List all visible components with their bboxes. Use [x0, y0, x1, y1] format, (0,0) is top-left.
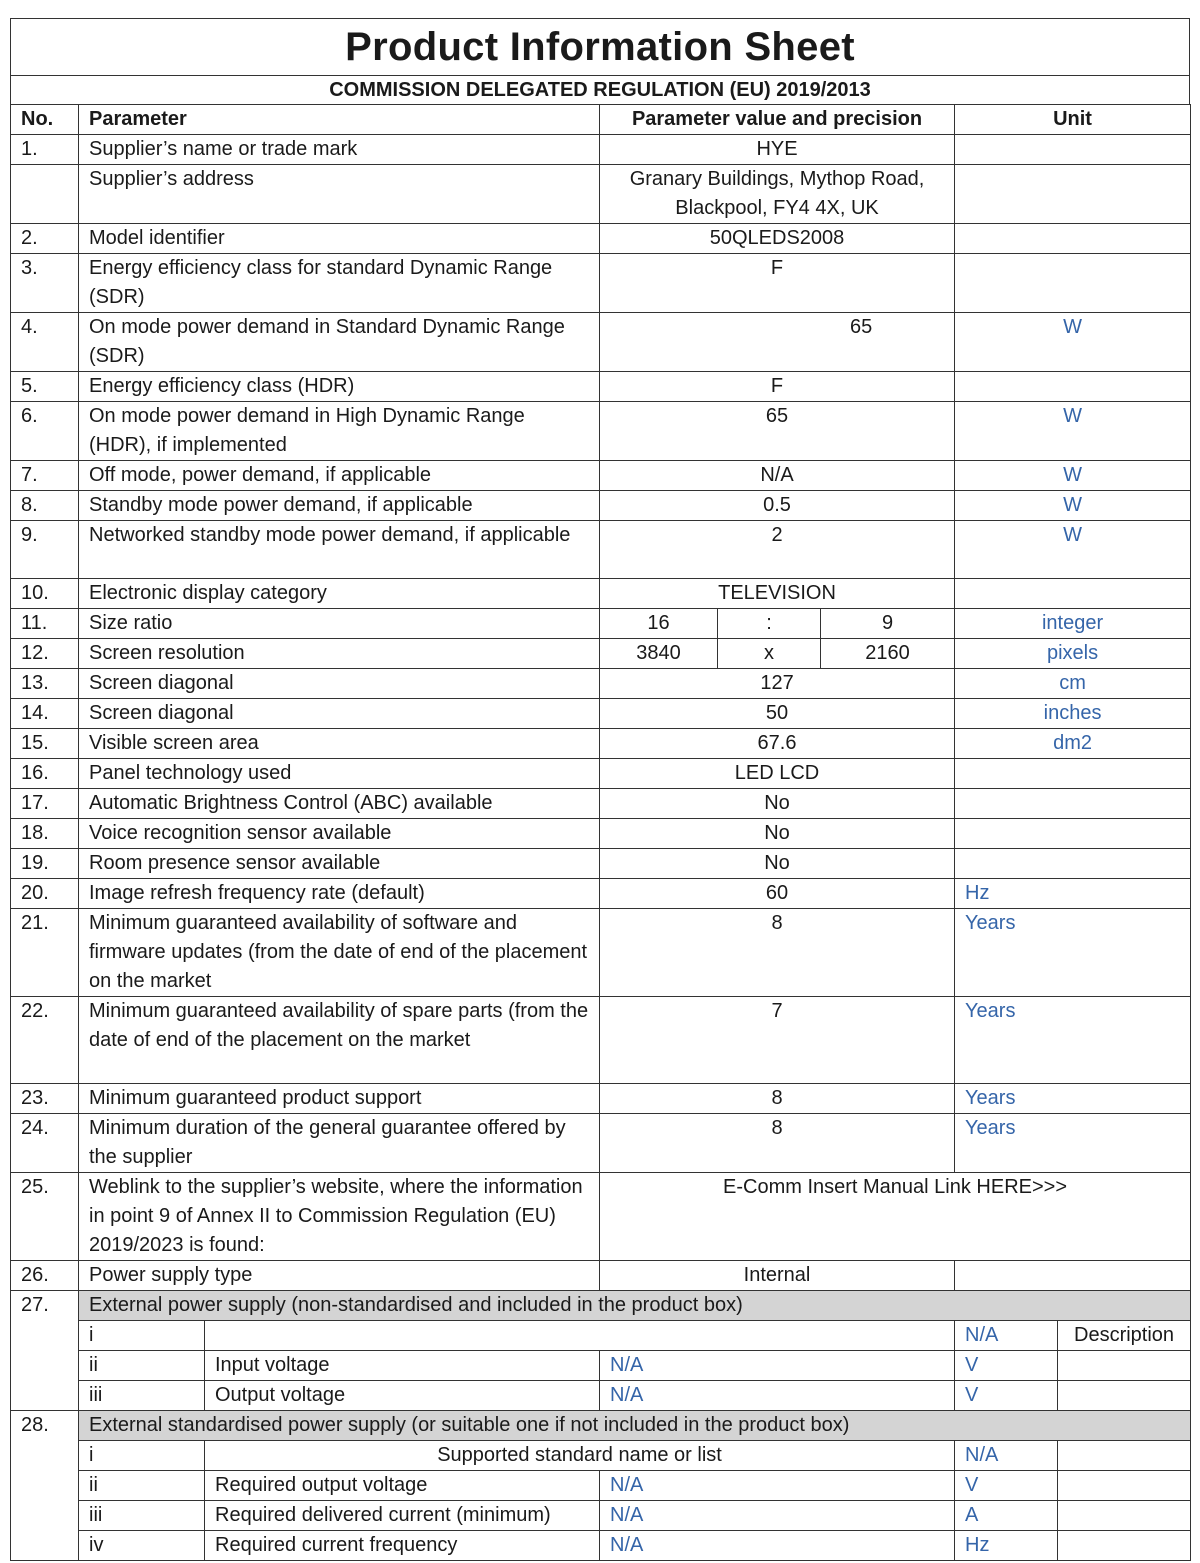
table-row: [11, 313, 1191, 372]
table-row: [11, 224, 1191, 254]
row-unit: W: [955, 461, 1191, 491]
ext-psu-heading: External power supply (non-standardised and included in the product box): [79, 1291, 1191, 1321]
row-no: 13.: [11, 669, 79, 699]
sub-index: iii: [79, 1501, 205, 1531]
row-unit: [955, 165, 1191, 224]
row-no: 12.: [11, 639, 79, 669]
table-row: [11, 789, 1191, 819]
regulation-subtitle: COMMISSION DELEGATED REGULATION (EU) 2019/2013: [10, 75, 1190, 104]
ext-psu-row: [11, 1321, 1191, 1351]
row-param: Electronic display category: [79, 579, 600, 609]
page-title: Product Information Sheet: [10, 18, 1190, 75]
row-unit: [955, 254, 1191, 313]
row-unit: W: [955, 313, 1191, 372]
sub-index: iv: [79, 1531, 205, 1561]
table-row: [11, 1173, 1191, 1261]
sub-label: Required current frequency: [205, 1531, 600, 1561]
sub-label: Required output voltage: [205, 1471, 600, 1501]
sub-index: ii: [79, 1471, 205, 1501]
ratio-width: 16: [600, 609, 718, 639]
sub-label: Input voltage: [205, 1351, 600, 1381]
table-row: [11, 402, 1191, 461]
row-unit: [955, 789, 1191, 819]
row-param: Energy efficiency class for standard Dynamic Range (SDR): [79, 254, 600, 313]
row-unit: [955, 372, 1191, 402]
row-value: LED LCD: [600, 759, 955, 789]
sub-value: N/A: [600, 1501, 955, 1531]
row-no: [11, 165, 79, 224]
row-no: 5.: [11, 372, 79, 402]
row-no: 17.: [11, 789, 79, 819]
table-row: [11, 669, 1191, 699]
sub-unit: N/A: [955, 1321, 1058, 1351]
row-unit: W: [955, 491, 1191, 521]
row-value: 8: [600, 1084, 955, 1114]
resolution-height: 2160: [821, 639, 955, 669]
row-no: 7.: [11, 461, 79, 491]
row-no: 22.: [11, 997, 79, 1084]
table-row: [11, 165, 1191, 224]
info-table: [10, 104, 1191, 1561]
table-row: [11, 135, 1191, 165]
row-unit: [955, 819, 1191, 849]
table-header-row: [11, 105, 1191, 135]
sub-index: iii: [79, 1381, 205, 1411]
row-no: 27.: [11, 1291, 79, 1411]
sub-index: ii: [79, 1351, 205, 1381]
row-no: 2.: [11, 224, 79, 254]
sub-index: i: [79, 1441, 205, 1471]
row-param: Panel technology used: [79, 759, 600, 789]
sub-unit: V: [955, 1351, 1058, 1381]
row-no: 14.: [11, 699, 79, 729]
row-no: 19.: [11, 849, 79, 879]
resolution-separator: x: [718, 639, 821, 669]
row-unit: W: [955, 521, 1191, 579]
row-unit: Years: [955, 1084, 1191, 1114]
product-information-sheet: [10, 18, 1190, 1561]
row-no: 8.: [11, 491, 79, 521]
std-psu-row: [11, 1501, 1191, 1531]
row-value: HYE: [600, 135, 955, 165]
row-param: Image refresh frequency rate (default): [79, 879, 600, 909]
row-value: 50: [600, 699, 955, 729]
row-value: [600, 313, 955, 372]
row-value: 67.6: [600, 729, 955, 759]
ext-psu-row: [11, 1381, 1191, 1411]
row-value: [600, 165, 955, 224]
row-no: 28.: [11, 1411, 79, 1561]
row-no: 24.: [11, 1114, 79, 1173]
row-no: 20.: [11, 879, 79, 909]
row-param: Model identifier: [79, 224, 600, 254]
row-value: 8: [600, 909, 955, 997]
std-psu-heading-row: [11, 1411, 1191, 1441]
sub-description: [1058, 1381, 1191, 1411]
row-param: Minimum guaranteed product support: [79, 1084, 600, 1114]
row-param: Weblink to the supplier’s website, where the information in point 9 of Annex II to Commission Regulation (EU) 2019/2023 is found:: [79, 1173, 600, 1261]
sub-description: [1058, 1351, 1191, 1381]
table-row: [11, 849, 1191, 879]
header-parameter: Parameter: [79, 105, 600, 135]
row-no: 6.: [11, 402, 79, 461]
sub-description: [1058, 1471, 1191, 1501]
sub-value: N/A: [600, 1351, 955, 1381]
sub-unit: V: [955, 1381, 1058, 1411]
row-value: 50QLEDS2008: [600, 224, 955, 254]
row-unit: inches: [955, 699, 1191, 729]
table-row: [11, 909, 1191, 997]
row-unit: [955, 579, 1191, 609]
std-psu-heading: External standardised power supply (or suitable one if not included in the product box): [79, 1411, 1191, 1441]
row-no: 21.: [11, 909, 79, 997]
sub-unit: V: [955, 1471, 1058, 1501]
row-value: No: [600, 819, 955, 849]
sub-value: N/A: [600, 1471, 955, 1501]
table-row: [11, 759, 1191, 789]
row-unit: cm: [955, 669, 1191, 699]
row-value: Internal: [600, 1261, 955, 1291]
table-row: [11, 579, 1191, 609]
resolution-width: 3840: [600, 639, 718, 669]
row-no: 16.: [11, 759, 79, 789]
row-value: 0.5: [600, 491, 955, 521]
row-unit: dm2: [955, 729, 1191, 759]
row-param: Supplier’s address: [79, 165, 600, 224]
table-row: [11, 639, 1191, 669]
row-no: 10.: [11, 579, 79, 609]
row-no: 4.: [11, 313, 79, 372]
table-row: [11, 729, 1191, 759]
std-psu-row: [11, 1471, 1191, 1501]
row-value: 127: [600, 669, 955, 699]
row-value-text: 65: [850, 316, 873, 338]
row-no: 18.: [11, 819, 79, 849]
row-param: Standby mode power demand, if applicable: [79, 491, 600, 521]
sub-label: Output voltage: [205, 1381, 600, 1411]
row-value: 8: [600, 1114, 955, 1173]
row-value: F: [600, 372, 955, 402]
header-no: No.: [11, 105, 79, 135]
sub-description: [1058, 1441, 1191, 1471]
row-param: On mode power demand in Standard Dynamic Range (SDR): [79, 313, 600, 372]
row-param: Energy efficiency class (HDR): [79, 372, 600, 402]
row-param: Voice recognition sensor available: [79, 819, 600, 849]
row-no: 15.: [11, 729, 79, 759]
row-value: TELEVISION: [600, 579, 955, 609]
sub-index: i: [79, 1321, 205, 1351]
row-unit: Years: [955, 1114, 1191, 1173]
row-value: 7: [600, 997, 955, 1084]
ext-psu-heading-row: [11, 1291, 1191, 1321]
row-param: Size ratio: [79, 609, 600, 639]
row-no: 9.: [11, 521, 79, 579]
row-value: 65: [600, 402, 955, 461]
header-value: Parameter value and precision: [600, 105, 955, 135]
row-value: 60: [600, 879, 955, 909]
header-unit: Unit: [955, 105, 1191, 135]
row-no: 1.: [11, 135, 79, 165]
row-no: 26.: [11, 1261, 79, 1291]
row-param: Minimum guaranteed availability of software and firmware updates (from the date of end of the placement on the market: [79, 909, 600, 997]
row-value: No: [600, 789, 955, 819]
table-row: [11, 491, 1191, 521]
table-row: [11, 461, 1191, 491]
sub-label: Required delivered current (minimum): [205, 1501, 600, 1531]
address-line-1: Granary Buildings, Mythop Road,: [629, 168, 925, 190]
row-param: Screen diagonal: [79, 699, 600, 729]
std-psu-row: [11, 1531, 1191, 1561]
row-no: 23.: [11, 1084, 79, 1114]
ext-psu-row: [11, 1351, 1191, 1381]
table-row: [11, 699, 1191, 729]
row-param: Screen resolution: [79, 639, 600, 669]
table-row: [11, 1114, 1191, 1173]
ratio-separator: :: [718, 609, 821, 639]
row-unit: [955, 849, 1191, 879]
row-unit: [955, 759, 1191, 789]
address-line-2: Blackpool, FY4 4X, UK: [675, 197, 879, 219]
table-row: [11, 879, 1191, 909]
sub-value: N/A: [600, 1531, 955, 1561]
row-value: F: [600, 254, 955, 313]
table-row: [11, 1261, 1191, 1291]
row-param: Automatic Brightness Control (ABC) available: [79, 789, 600, 819]
sub-description: [1058, 1501, 1191, 1531]
row-param: Supplier’s name or trade mark: [79, 135, 600, 165]
sub-unit: A: [955, 1501, 1058, 1531]
row-param: Minimum guaranteed availability of spare parts (from the date of end of the placement on the market: [79, 997, 600, 1084]
table-row: [11, 254, 1191, 313]
row-unit: Hz: [955, 879, 1191, 909]
row-value: N/A: [600, 461, 955, 491]
row-no: 3.: [11, 254, 79, 313]
sub-label: [205, 1321, 955, 1351]
row-param: On mode power demand in High Dynamic Range (HDR), if implemented: [79, 402, 600, 461]
ratio-height: 9: [821, 609, 955, 639]
row-param: Minimum duration of the general guarantee offered by the supplier: [79, 1114, 600, 1173]
sub-unit: N/A: [955, 1441, 1058, 1471]
row-param: Off mode, power demand, if applicable: [79, 461, 600, 491]
table-row: [11, 997, 1191, 1084]
row-no: 25.: [11, 1173, 79, 1261]
row-unit: [955, 224, 1191, 254]
row-unit: pixels: [955, 639, 1191, 669]
std-psu-row: [11, 1441, 1191, 1471]
table-row: [11, 609, 1191, 639]
row-param: Networked standby mode power demand, if applicable: [79, 521, 600, 579]
table-row: [11, 819, 1191, 849]
row-unit: integer: [955, 609, 1191, 639]
sub-value: N/A: [600, 1381, 955, 1411]
row-param: Power supply type: [79, 1261, 600, 1291]
row-value: No: [600, 849, 955, 879]
weblink-value: E-Comm Insert Manual Link HERE>>>: [600, 1173, 1191, 1261]
row-param: Screen diagonal: [79, 669, 600, 699]
sub-label: Supported standard name or list: [205, 1441, 955, 1471]
row-unit: [955, 1261, 1191, 1291]
row-value: 2: [600, 521, 955, 579]
table-row: [11, 521, 1191, 579]
row-unit: Years: [955, 997, 1191, 1084]
sub-unit: Hz: [955, 1531, 1058, 1561]
sub-description: Description: [1058, 1321, 1191, 1351]
row-unit: Years: [955, 909, 1191, 997]
sub-description: [1058, 1531, 1191, 1561]
row-param: Visible screen area: [79, 729, 600, 759]
row-unit: [955, 135, 1191, 165]
row-unit: W: [955, 402, 1191, 461]
table-row: [11, 372, 1191, 402]
row-no: 11.: [11, 609, 79, 639]
table-row: [11, 1084, 1191, 1114]
row-param: Room presence sensor available: [79, 849, 600, 879]
